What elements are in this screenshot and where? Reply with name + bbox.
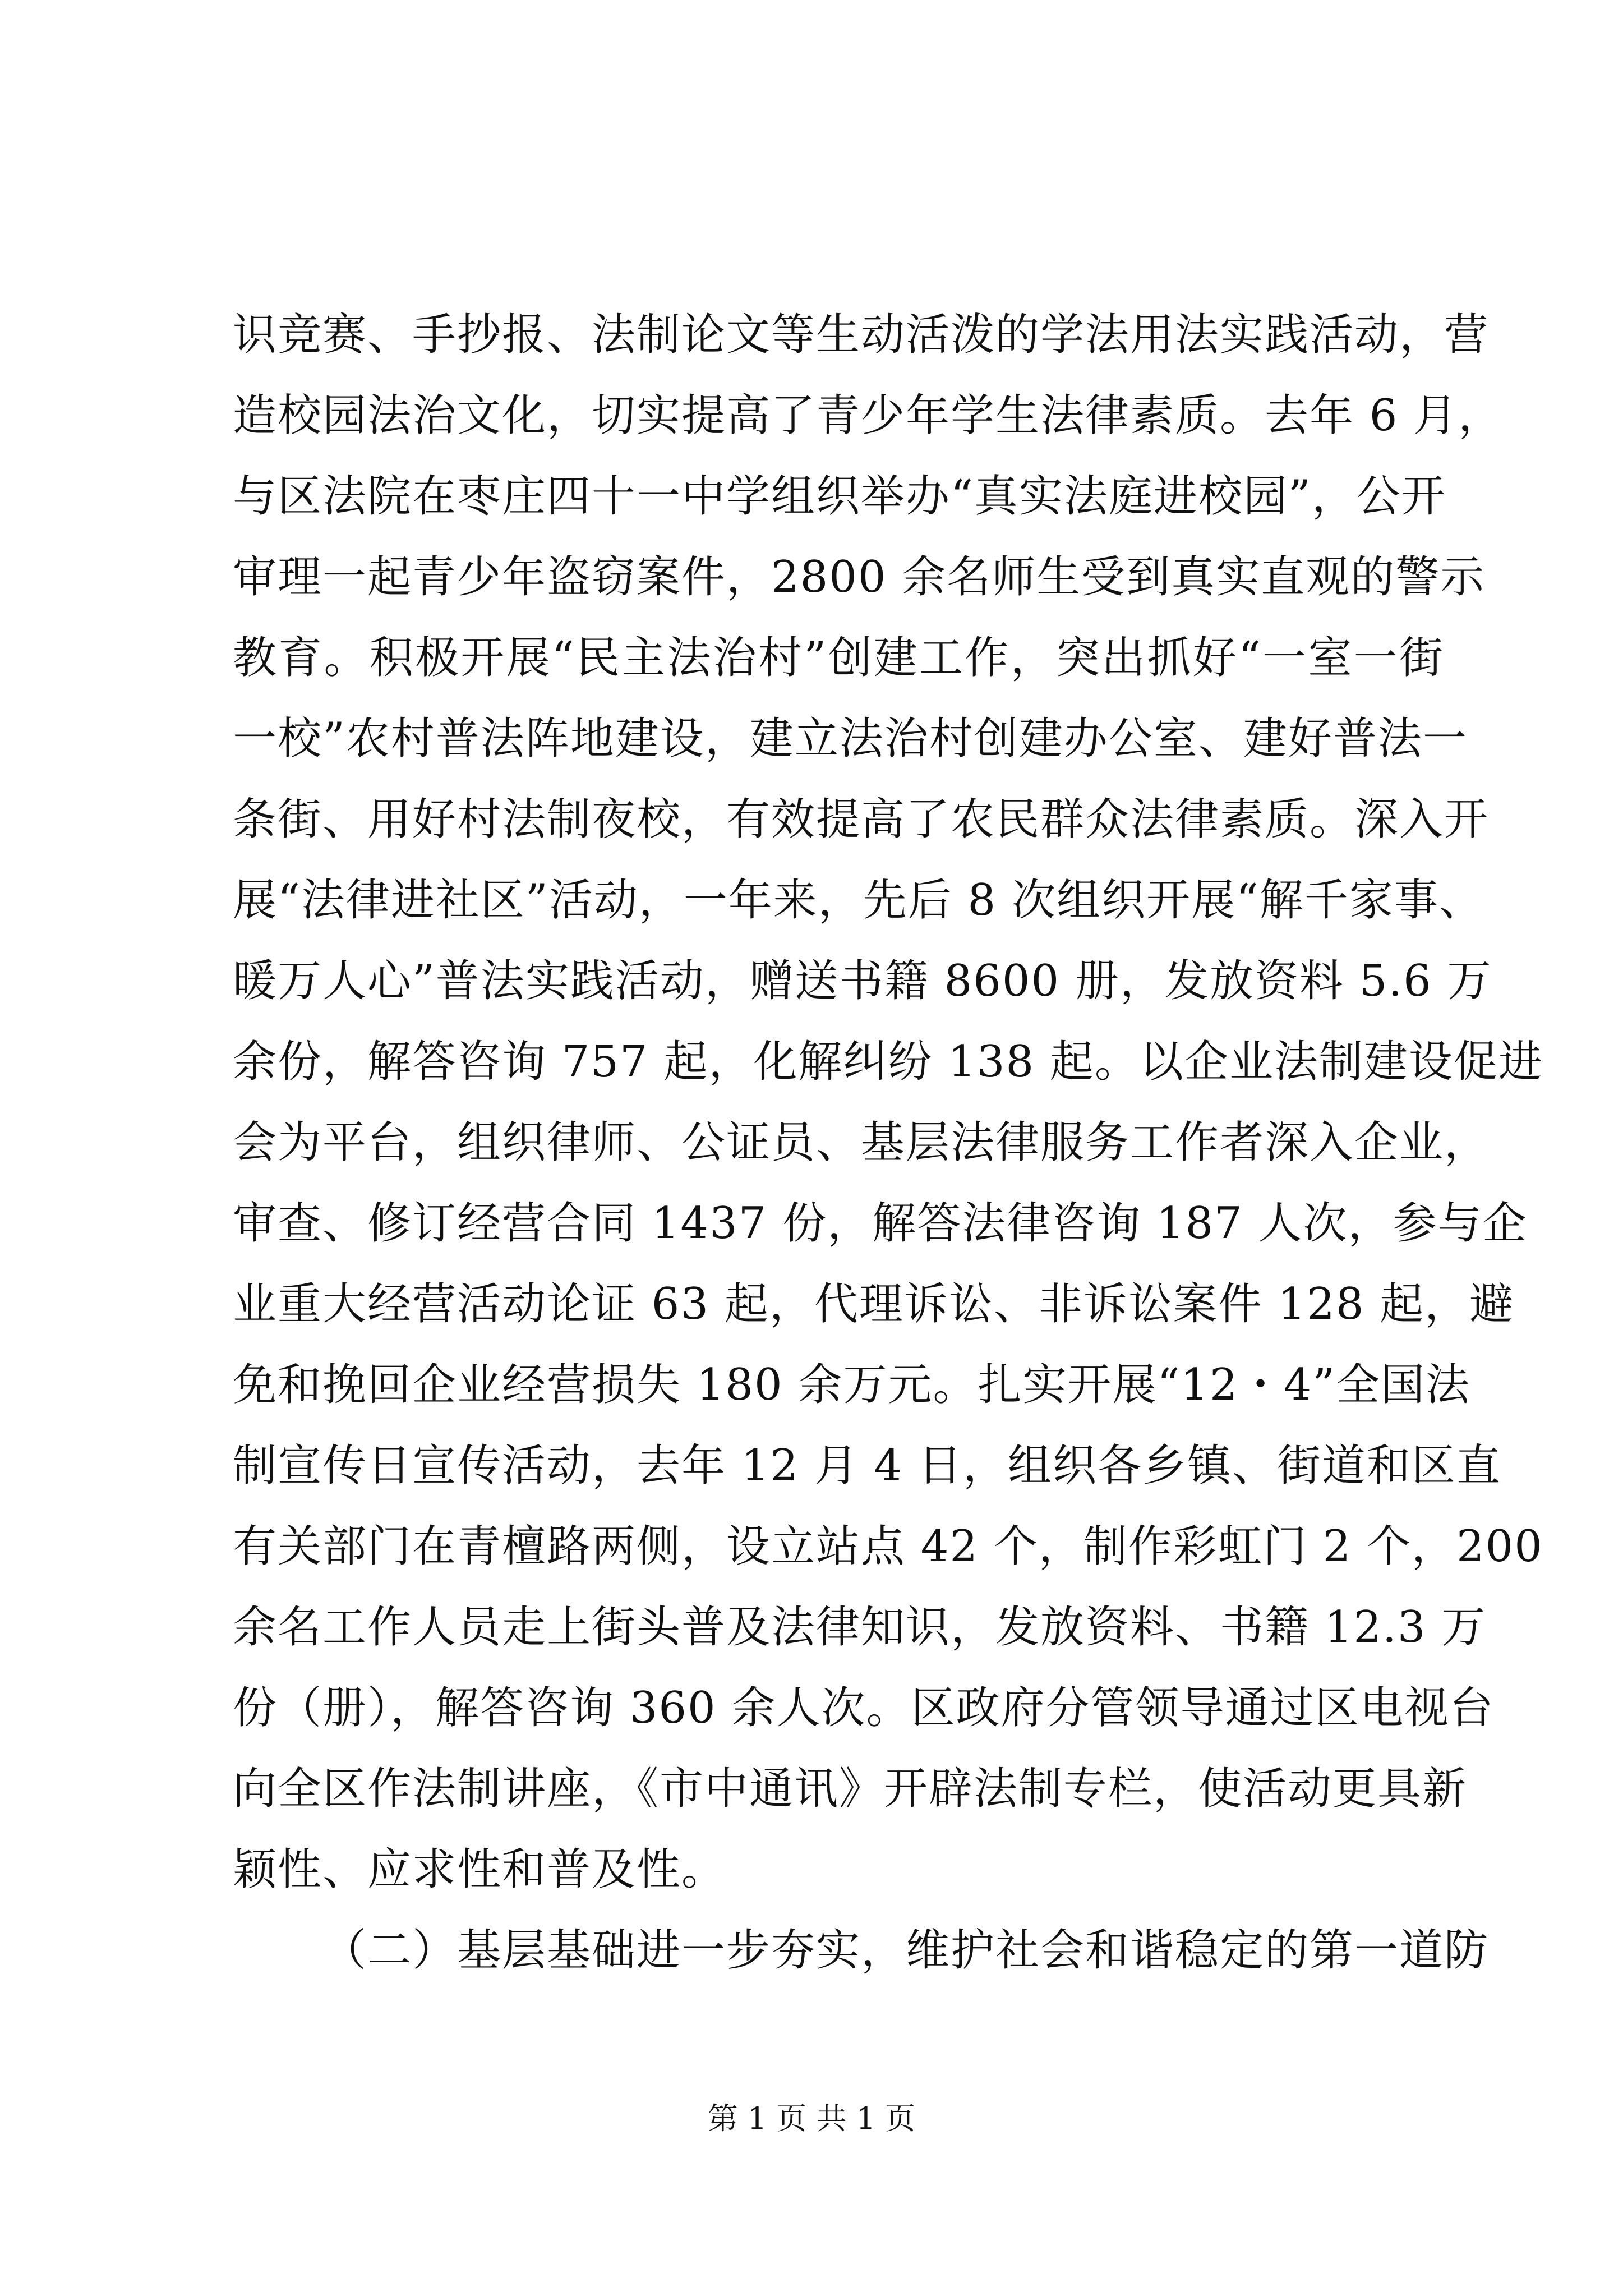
text-line: 会为平台，组织律师、公证员、基层法律服务工作者深入企业， bbox=[233, 1117, 1490, 1168]
text-line: 暖万人心”普法实践活动，赠送书籍 8600 册，发放资料 5.6 万 bbox=[233, 956, 1492, 1006]
text-line: 造校园法治文化，切实提高了青少年学生法律素质。去年 6 月， bbox=[233, 390, 1504, 441]
text-line: 颖性、应求性和普及性。 bbox=[233, 1844, 727, 1895]
text-line: 制宣传日宣传活动，去年 12 月 4 日，组织各乡镇、街道和区直 bbox=[233, 1441, 1502, 1491]
text-line: 审理一起青少年盗窃案件，2800 余名师生受到真实直观的警示 bbox=[233, 552, 1486, 602]
text-line: 识竞赛、手抄报、法制论文等生动活泼的学法用法实践活动，营 bbox=[233, 310, 1490, 360]
text-line: 业重大经营活动论证 63 起，代理诉讼、非诉讼案件 128 起，避 bbox=[233, 1279, 1515, 1329]
body-text bbox=[233, 295, 1543, 1991]
text-line: 条街、用好村法制夜校，有效提高了农民群众法律素质。深入开 bbox=[233, 794, 1490, 845]
text-line: 一校”农村普法阵地建设，建立法治村创建办公室、建好普法一 bbox=[233, 714, 1468, 764]
page-number-footer: 第 1 页 共 1 页 bbox=[707, 2101, 916, 2136]
text-line: 展“法律进社区”活动，一年来，先后 8 次组织开展“解千家事、 bbox=[233, 875, 1484, 926]
text-line: 教育。积极开展“民主法治村”创建工作，突出抓好“一室一街 bbox=[233, 633, 1444, 683]
text-line: 有关部门在青檀路两侧，设立站点 42 个，制作彩虹门 2 个，200 bbox=[233, 1521, 1543, 1572]
text-line: 余名工作人员走上街头普及法律知识，发放资料、书籍 12.3 万 bbox=[233, 1602, 1487, 1653]
section-heading: （二）基层基础进一步夯实，维护社会和谐稳定的第一道防 bbox=[322, 1925, 1490, 1976]
text-line: 份（册），解答咨询 360 余人次。区政府分管领导通过区电视台 bbox=[233, 1683, 1495, 1733]
text-line: 审查、修订经营合同 1437 份，解答法律咨询 187 人次，参与企 bbox=[233, 1198, 1528, 1249]
text-line: 免和挽回企业经营损失 180 余万元。扎实开展“12・4”全国法 bbox=[233, 1360, 1471, 1410]
text-line: 与区法院在枣庄四十一中学组织举办“真实法庭进校园”，公开 bbox=[233, 471, 1446, 522]
text-line: 余份，解答咨询 757 起，化解纠纷 138 起。以企业法制建设促进 bbox=[233, 1037, 1543, 1087]
text-line: 向全区作法制讲座，《市中通讯》开辟法制专栏，使活动更具新 bbox=[233, 1764, 1468, 1814]
